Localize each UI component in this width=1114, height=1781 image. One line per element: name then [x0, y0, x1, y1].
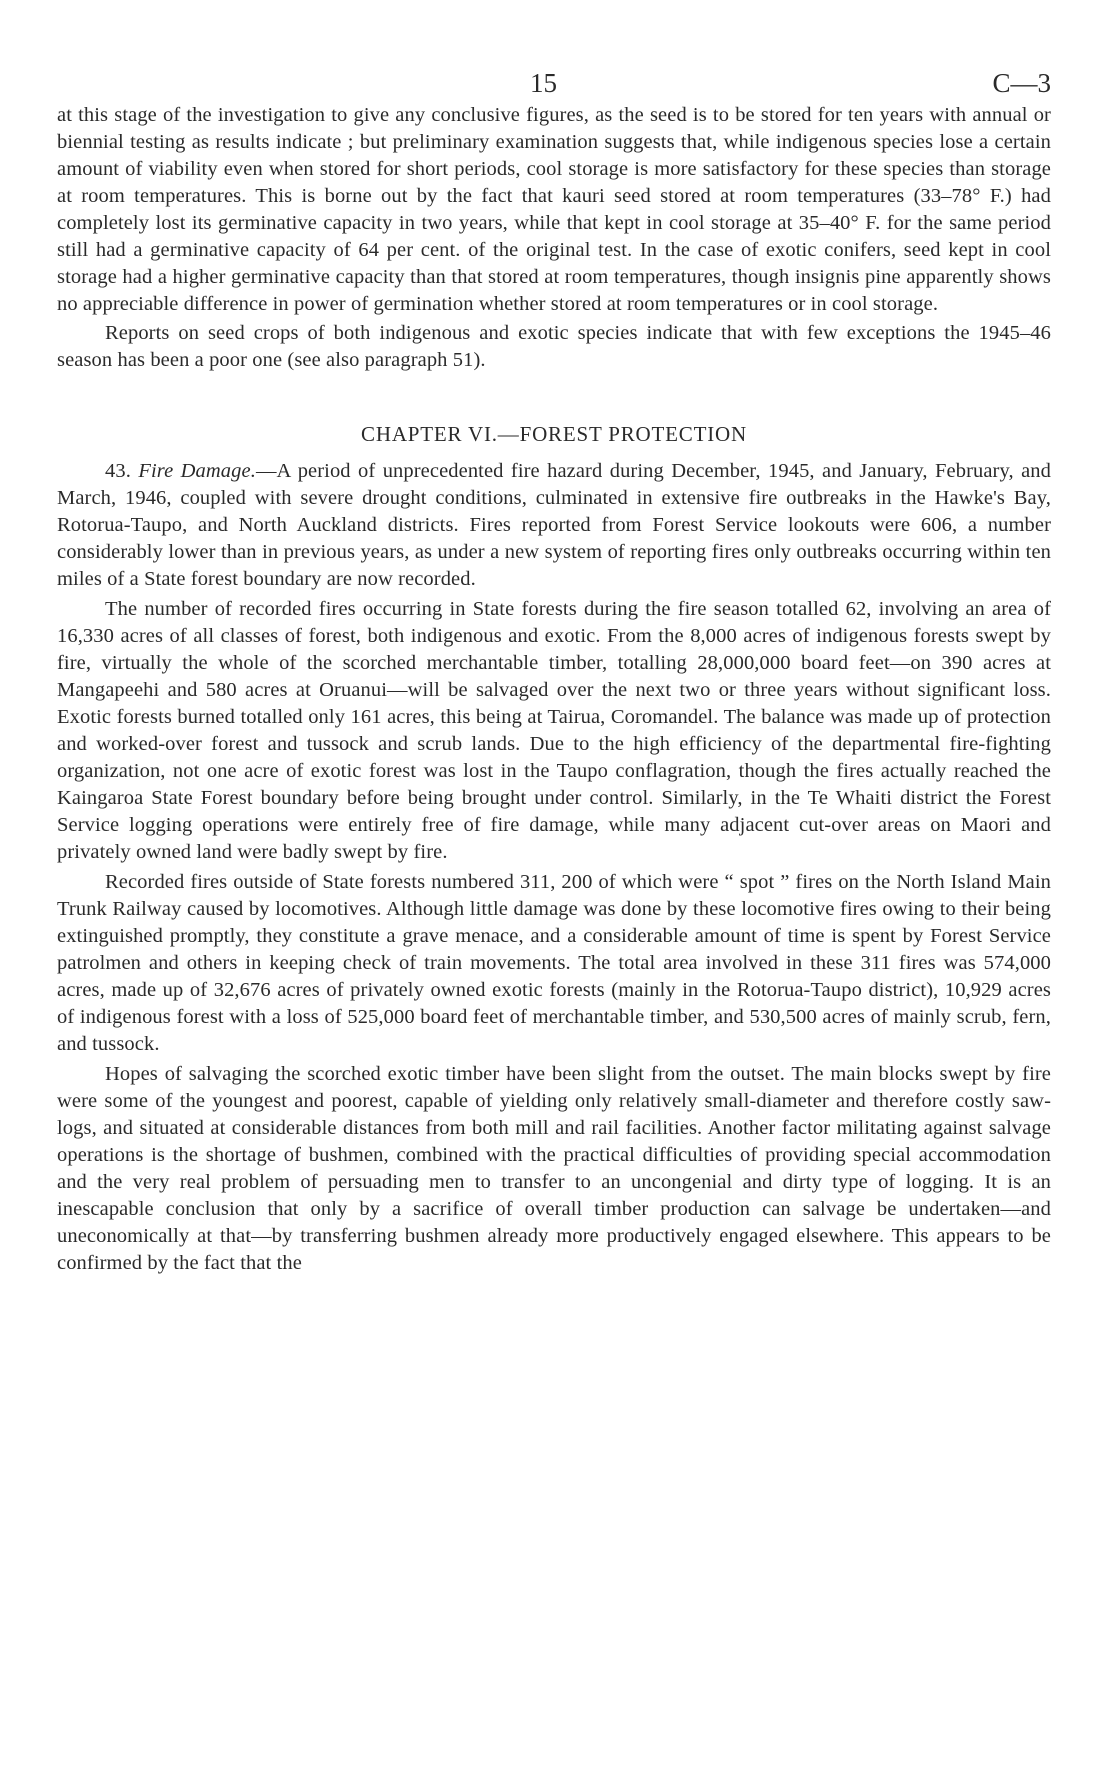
- document-page: [57, 62, 1051, 1762]
- paragraph-outside-fires: Recorded fires outside of State forests numbered 311, 200 of which were “ spot ” fires on the North Island Main Trunk Railway caused by locomotives. Although little damage was done by these locomotive fires owing to their being extinguished promptly, they constitute a grave menace, and a considerable amount of time is spent by Forest Service patrolmen and others in keeping check of train movements. The total area involved in these 311 fires was 574,000 acres, made up of 32,676 acres of privately owned exotic forests (mainly in the Rotorua-Taupo district), 10,929 acres of indigenous forest with a loss of 525,000 board feet of merchantable timber, and 530,500 acres of mainly scrub, fern, and tussock.: [57, 871, 1051, 1055]
- paragraph-seed-crops: Reports on seed crops of both indigenous and exotic species indicate that with few exceptions the 1945–46 season has been a poor one (see also paragraph 51).: [57, 322, 1051, 371]
- document-code: C—3: [992, 68, 1051, 98]
- paragraph-number: 43.: [105, 460, 131, 482]
- section-title: Fire Damage.: [138, 460, 256, 482]
- paragraph-state-forest-fires: The number of recorded fires occurring in State forests during the fire season totalled 62, involving an area of 16,330 acres of all classes of forest, both indigenous and exotic. From the 8,000 acres of indigenous forests swept by fire, virtually the whole of the scorched merchantable timber, totalling 28,000,000 board feet—on 390 acres at Mangapeehi and 580 acres at Oruanui—will be salvaged over the next two or three years without significant loss. Exotic forests burned totalled only 161 acres, this being at Tairua, Coromandel. The balance was made up of protection and worked-over forest and tussock and scrub lands. Due to the high efficiency of the departmental fire-fighting organization, not one acre of exotic forest was lost in the Taupo conflagration, though the fires actually reached the Kaingaroa State Forest boundary before being brought under control. Similarly, in the Te Whaiti district the Forest Service logging operations were entirely free of fire damage, while many adjacent cut-over areas on Maori and privately owned land were badly swept by fire.: [57, 598, 1051, 863]
- paragraph-fire-damage: [57, 458, 1051, 593]
- page-header: [57, 62, 1051, 102]
- paragraph-body: —A period of unprecedented fire hazard during December, 1945, and January, February, and March, 1946, coupled with severe drought conditions, culminated in extensive fire outbreaks in the Hawke's Bay, Rotorua-Taupo, and North Auckland districts. Fires reported from Forest Service lookouts were 606, a number considerably lower than in previous years, as under a new system of reporting fires only outbreaks occurring within ten miles of a State forest boundary are now recorded.: [57, 460, 1051, 590]
- paragraph-seed-storage: at this stage of the investigation to give any conclusive figures, as the seed is to be stored for ten years with annual or biennial testing as results indicate ; but preliminary examination suggests that, while indigenous species lose a certain amount of viability even when stored for short periods, cool storage is more satisfactory for these species than storage at room temperatures. This is borne out by the fact that kauri seed stored at room temperatures (33–78° F.) had completely lost its germinative capacity in two years, while that kept in cool storage at 35–40° F. for the same period still had a germinative capacity of 64 per cent. of the original test. In the case of exotic conifers, seed kept in cool storage had a higher germinative capacity than that stored at room temperatures, though insignis pine apparently shows no appreciable difference in power of germination whether stored at room temperatures or in cool storage.: [57, 104, 1051, 315]
- paragraph-salvage: Hopes of salvaging the scorched exotic timber have been slight from the outset. The main blocks swept by fire were some of the youngest and poorest, capable of yielding only relatively small-diameter and therefore costly saw-logs, and situated at considerable distances from both mill and rail facilities. Another factor militating against salvage operations is the shortage of bushmen, combined with the practical difficulties of providing special accommodation and the very real problem of persuading men to transfer to an uncongenial and dirty type of logging. It is an inescapable conclusion that only by a sacrifice of overall timber production can salvage be undertaken—and uneconomically at that—by transferring bushmen already more productively engaged elsewhere. This appears to be confirmed by the fact that the: [57, 1063, 1051, 1274]
- chapter-heading: CHAPTER VI.—FOREST PROTECTION: [361, 422, 747, 446]
- page-number: 15: [530, 68, 557, 98]
